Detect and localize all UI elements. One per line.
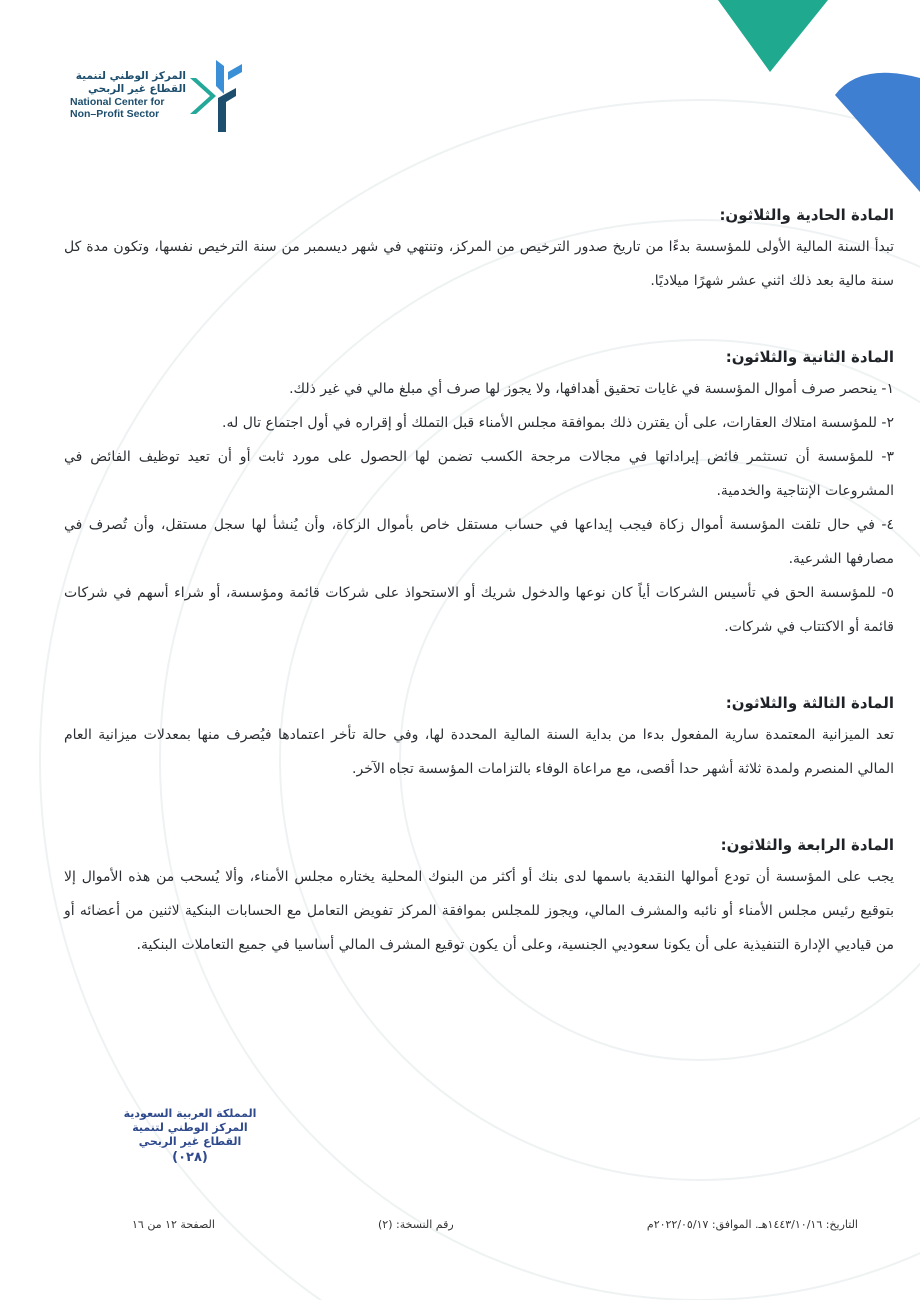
footer-date: التاريخ: ١٤٤٣/١٠/١٦هـ. الموافق: ٢٠٢٢/٠٥/١٧م bbox=[646, 1218, 858, 1231]
article-32 bbox=[64, 342, 894, 644]
logo-en-line2: Non–Profit Sector bbox=[70, 108, 160, 120]
article-33 bbox=[64, 688, 894, 786]
seal-line-1: المملكة العربية السعودية bbox=[123, 1107, 257, 1120]
logo-ar-line2: القطاع غير الربحي bbox=[88, 83, 186, 95]
corner-blue-shape bbox=[835, 73, 920, 192]
article-title: المادة الرابعة والثلاثون: bbox=[720, 836, 894, 854]
logo-ar-line1: المركز الوطني لتنمية bbox=[75, 70, 186, 82]
logo-en-line1: National Center for bbox=[70, 96, 165, 108]
article-item-2: ٢- للمؤسسة امتلاك العقارات، على أن يقترن ذلك بموافقة مجلس الأمناء قبل التملك أو إقراره في أول اجتماع تال له. bbox=[222, 415, 894, 431]
footer-page-number: الصفحة ١٢ من ١٦ bbox=[132, 1218, 215, 1231]
seal-line-3: القطاع غير الربحي bbox=[138, 1135, 242, 1148]
article-31 bbox=[64, 200, 894, 298]
official-seal bbox=[120, 1107, 260, 1167]
article-34 bbox=[64, 830, 894, 962]
corner-teal-shape bbox=[718, 0, 828, 72]
article-paragraph: تبدأ السنة المالية الأولى للمؤسسة بدءًا من تاريخ صدور الترخيص من المركز، وتنتهي في شهر ديسمبر من سنة الترخيص نفسها، وتكون مدة كل سنة مالية بعد ذلك اثني عشر شهرًا ميلاديًا. bbox=[64, 239, 894, 289]
article-title: المادة الثالثة والثلاثون: bbox=[725, 694, 894, 712]
ncnp-logo-icon bbox=[188, 58, 244, 134]
article-title: المادة الثانية والثلاثون: bbox=[725, 348, 894, 366]
article-paragraph: تعد الميزانية المعتمدة سارية المفعول بدءا من بداية السنة المالية المحددة لها، وفي حالة تأخر اعتمادها فيُصرف منها بمعدلات ميزانية العام المالي المنصرم ولمدة ثلاثة أشهر حدا أقصى، مع مراعاة الوفاء بالتزامات المؤسسة تجاه الآخر. bbox=[64, 727, 894, 777]
article-item-1: ١- ينحصر صرف أموال المؤسسة في غايات تحقيق أهدافها، ولا يجوز لها صرف أي مبلغ مالي في غير ذلك. bbox=[289, 381, 894, 397]
logo-text bbox=[70, 70, 186, 120]
article-item-4: ٤- في حال تلقت المؤسسة أموال زكاة فيجب إيداعها في حساب مستقل خاص بأموال الزكاة، وأن يُنشأ لها سجل مستقل، وأن تُصرف في مصارفها الشرعية. bbox=[64, 517, 894, 567]
article-item-3: ٣- للمؤسسة أن تستثمر فائض إيراداتها في مجالات مرجحة الكسب تضمن لها الحصول على مورد ثابت أو أن تعيد توظيف الفائض في المشروعات الإنتاجية والخدمية. bbox=[64, 449, 894, 499]
document-body bbox=[64, 200, 894, 1006]
seal-number: (٠٢٨) bbox=[172, 1150, 208, 1165]
footer-version: رقم النسخة: (٢) bbox=[378, 1218, 454, 1231]
ncnp-logo bbox=[70, 58, 250, 138]
article-title: المادة الحادية والثلاثون: bbox=[719, 206, 894, 224]
article-item-5: ٥- للمؤسسة الحق في تأسيس الشركات أياً كان نوعها والدخول شريك أو الاستحواذ على شركات قائمة ومؤسسة، أو شراء أسهم في شركات قائمة أو الاكتتاب في شركات. bbox=[64, 585, 894, 635]
article-paragraph: يجب على المؤسسة أن تودع أموالها النقدية باسمها لدى بنك أو أكثر من البنوك المحلية يختاره مجلس الأمناء، وألا يُسحب من هذه الأموال إلا بتوقيع رئيس مجلس الأمناء أو نائبه والمشرف المالي، ويجوز للمجلس بموافقة المركز تفويض التعامل مع الحسابات البنكية لاثنين من أعضائه أو من قياديي الإدارة التنفيذية على أن يكونا سعوديي الجنسية، وعلى أن يكون توقيع المشرف المالي أساسيا في جميع التعاملات البنكية. bbox=[64, 869, 894, 953]
seal-line-2: المركز الوطني لتنمية bbox=[132, 1121, 248, 1134]
